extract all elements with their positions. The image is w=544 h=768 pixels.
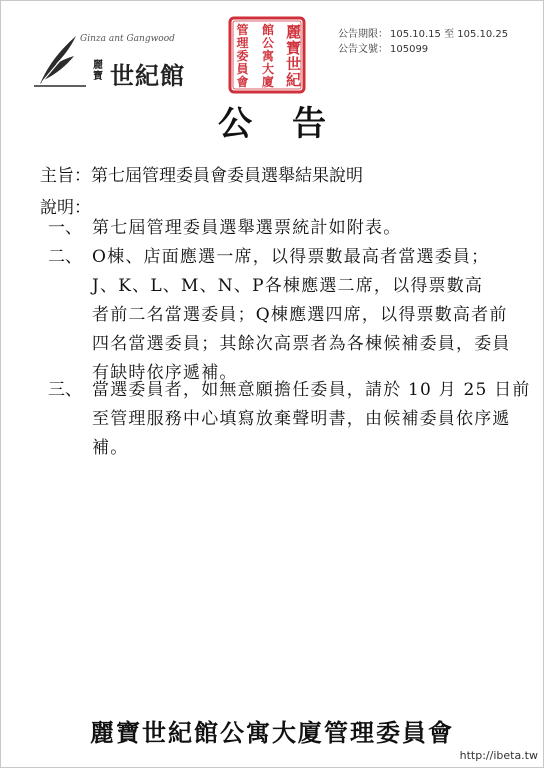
notice-period-label: 公告期限：: [338, 29, 388, 40]
logo-small-text: 麗寶: [93, 60, 103, 82]
notice-meta: [338, 27, 510, 57]
item-line: 補。: [92, 438, 129, 458]
seal-char: 委: [236, 49, 249, 63]
item-line: 四名當選委員；其餘次高票者為各棟候補委員，委員: [92, 334, 511, 354]
seal-char: 大: [261, 62, 274, 76]
item-line: O棟、店面應選一席，以得票數最高者當選委員；: [92, 247, 490, 267]
item-line: 有缺時依序遞補。: [92, 363, 238, 383]
seal-char: 寓: [261, 49, 274, 63]
seal-text: [234, 24, 302, 90]
item-line: J、K、L、M、N、P各棟應選二席，以得票數高: [92, 276, 484, 296]
item-number: 一、: [48, 218, 82, 238]
seal-char: 館: [261, 23, 274, 37]
notice-doc-value: 105099: [390, 44, 429, 55]
item-line: 第七屆管理委員選舉選票統計如附表。: [92, 218, 402, 238]
seal-char: 麗: [285, 23, 301, 41]
item-number: 三、: [48, 380, 82, 400]
explanation-label: 說明：: [40, 198, 91, 218]
building-logo: [30, 26, 185, 90]
seal-char: 管: [236, 23, 249, 37]
seal-column: [285, 24, 302, 88]
seal-char: 紀: [285, 71, 301, 89]
committee-signature: 麗寶世紀館公寓大廈管理委員會: [90, 718, 454, 747]
committee-seal: [228, 16, 306, 94]
watermark-link[interactable]: http://ibeta.tw: [459, 749, 538, 762]
seal-char: 廈: [261, 75, 274, 89]
page-title: 公告: [218, 104, 366, 144]
seal-char: 員: [236, 62, 249, 76]
seal-column: [234, 24, 251, 88]
notice-doc-row: [338, 42, 510, 57]
subject-line: 主旨：第七屆管理委員會委員選舉結果說明: [40, 166, 363, 186]
item-line: 至管理服務中心填寫放棄聲明書，由候補委員依序遞: [92, 409, 511, 429]
item-number: 二、: [48, 247, 82, 267]
notice-period-row: [338, 27, 510, 42]
seal-char: 世: [285, 55, 301, 73]
notice-doc-label: 公告文號：: [338, 44, 388, 55]
seal-column: [260, 24, 277, 88]
item-line: 者前二名當選委員；Q棟應選四席，以得票數高者前: [92, 305, 508, 325]
logo-script-text: Ginza ant Gangwood: [80, 34, 175, 44]
notice-period-value: 105.10.15 至 105.10.25: [390, 29, 509, 40]
item-line: 當選委員者，如無意願擔任委員，請於 10 月 25 日前: [92, 380, 531, 400]
seal-char: 公: [261, 36, 274, 50]
seal-char: 寶: [285, 39, 301, 57]
seal-char: 會: [236, 75, 249, 89]
logo-name: 世紀館: [110, 62, 185, 90]
seal-char: 理: [236, 36, 249, 50]
